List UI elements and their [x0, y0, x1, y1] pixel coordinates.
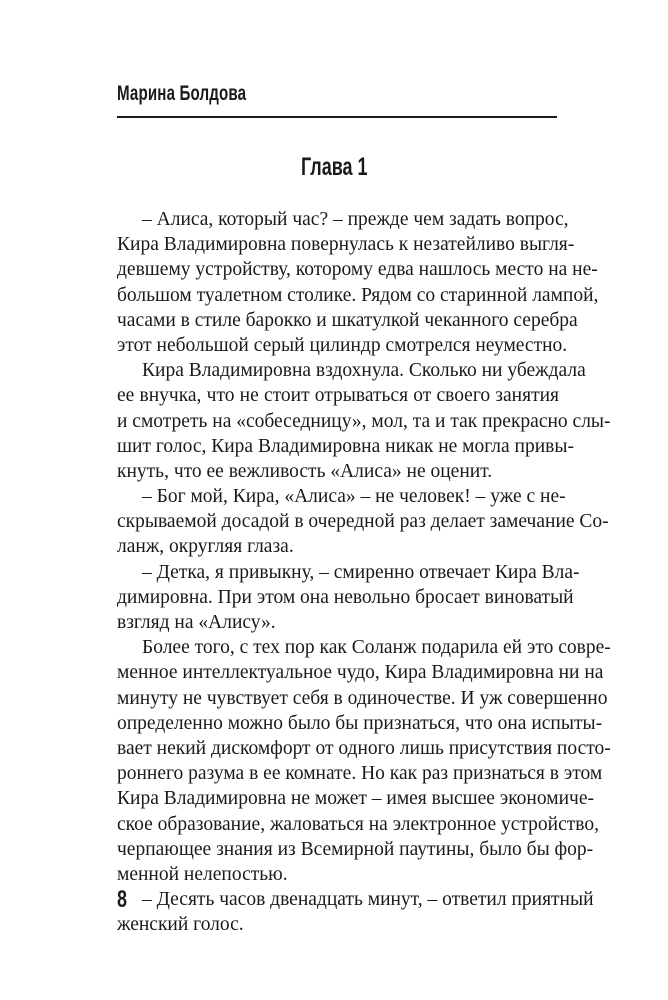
- chapter-title-text: Глава 1: [300, 153, 368, 181]
- text-line: димировна. При этом она невольно бросает виноватый: [117, 586, 574, 608]
- text-line: менное интеллектуальное чудо, Кира Владимировна ни на: [117, 662, 604, 684]
- text-line: большом туалетном столике. Рядом со старинной лампой,: [117, 284, 599, 306]
- body-text: [117, 207, 611, 937]
- text-line: Более того, с тех пор как Соланж подарила ей это совре-: [142, 637, 611, 659]
- text-line: Кира Владимировна не может – имея высшее экономиче-: [117, 788, 594, 810]
- text-line: минуту не чувствует себя в одиночестве. И уж совершенно: [117, 687, 608, 709]
- text-line: девшему устройству, которому едва нашлось место на не-: [117, 259, 598, 281]
- chapter-title: [0, 153, 668, 182]
- text-line: шит голос, Кира Владимировна никак не могла привы-: [117, 435, 574, 457]
- text-line: женский голос.: [117, 914, 244, 936]
- text-line: часами в стиле барокко и шкатулкой чеканного серебра: [117, 309, 578, 331]
- text-line: – Детка, я привыкну, – смиренно отвечает Кира Вла-: [142, 561, 580, 583]
- text-line: взгляд на «Алису».: [117, 612, 276, 633]
- text-line: и смотреть на «собеседницу», мол, та и так прекрасно слы-: [117, 410, 611, 432]
- text-line: определенно можно было бы признаться, что она испыты-: [117, 712, 603, 734]
- text-line: ское образование, жаловаться на электронное устройство,: [117, 813, 599, 835]
- running-head-author: Марина Болдова: [117, 82, 247, 105]
- text-line: – Бог мой, Кира, «Алиса» – не человек! – уже с не-: [142, 486, 566, 508]
- text-line: кнуть, что ее вежливость «Алиса» не оценит.: [117, 460, 493, 482]
- text-line: Кира Владимировна повернулась к незатейливо выгля-: [117, 234, 575, 256]
- text-line: ланж, округляя глаза.: [117, 536, 294, 558]
- text-line: – Алиса, который час? – прежде чем задать вопрос,: [142, 209, 569, 230]
- page-number: 8: [117, 886, 128, 913]
- text-line: менной нелепостью.: [117, 863, 288, 885]
- text-line: черпающее знания из Всемирной паутины, было бы фор-: [117, 838, 594, 860]
- header-rule: [117, 116, 557, 118]
- text-line: роннего разума в ее комнате. Но как раз признаться в этом: [117, 763, 603, 785]
- text-line: ее внучка, что не стоит отрываться от своего занятия: [117, 385, 559, 407]
- text-line: вает некий дискомфорт от одного лишь присутствия посто-: [117, 737, 611, 759]
- text-line: Кира Владимировна вздохнула. Сколько ни убеждала: [142, 360, 586, 382]
- text-line: этот небольшой серый цилиндр смотрелся неуместно.: [117, 334, 568, 356]
- text-line: скрываемой досадой в очередной раз делает замечание Со-: [117, 511, 609, 533]
- text-line: – Десять часов двенадцать минут, – ответил приятный: [142, 889, 594, 911]
